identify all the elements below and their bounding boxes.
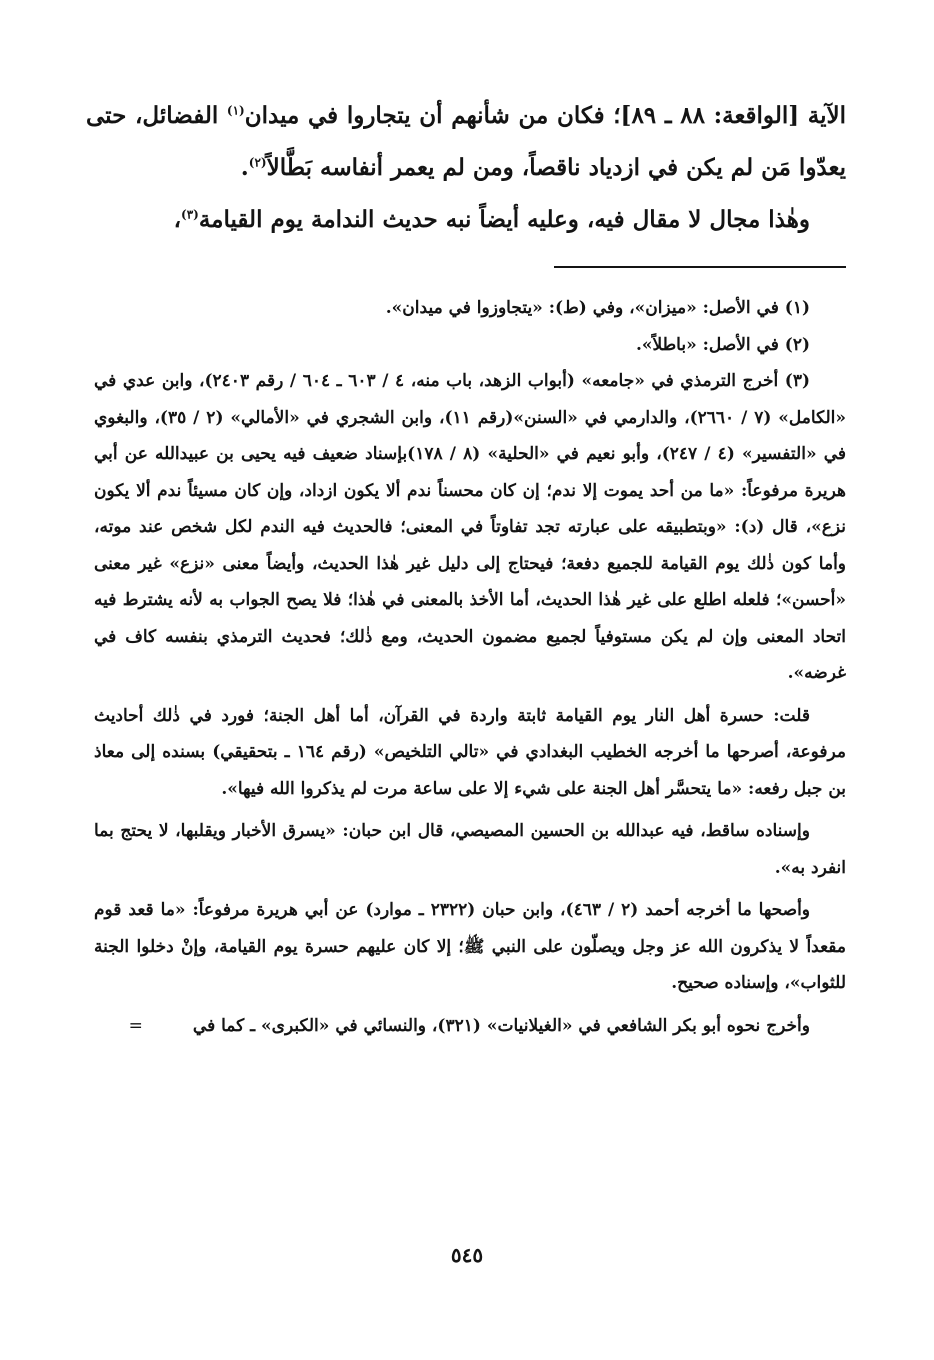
page-number: ٥٤٥: [450, 1243, 484, 1267]
footnote-3: (٣) أخرج الترمذي في «جامعه» (أبواب الزهد، باب منه، ٤ / ٦٠٣ ـ ٦٠٤ / رقم ٢٤٠٣)، وابن عدي في «الكامل» (٧ / ٢٦٦٠)، والدارمي في «السنن»(رقم ١١)، وابن الشجري في «الأمالي» (٢ / ٣٥)، والبغوي في «التفسير» (٤ / ٢٤٧)، وأبو نعيم في «الحلية» (٨ / ١٧٨)بإسناد ضعيف فيه يحيى بن عبيدالله عن أبي هريرة مرفوعاً: «ما من أحد يموت إلا ندم؛ إن كان محسناً ندم ألا يكون ازداد، وإن كان مسيئاً ندم ألا يكون نزع»، قال (د): «وبتطبيقه على عبارته تجد تفاوتاً في المعنى؛ فالحديث فيه الندم لكل شخص عند موته، وأما كون ذٰلك يوم القيامة للجميع دفعة؛ فيحتاج إلى دليل غير هٰذا الحديث، وأيضاً معنى «نزع» غير معنى «أحسن»؛ فلعله اطلع على غير هٰذا الحديث، أما الأخذ بالمعنى في هٰذا؛ فلا يصح الجواب به لأنه يشترط فيه اتحاد المعنى وإن لم يكن مستوفياً لجميع مضمون الحديث، ومع ذٰلك؛ فحديث الترمذي بنفسه كاف في غرضه».: [94, 371, 847, 683]
main-paragraph-1-part-2: الفضائل، حتى يعدّوا مَن لم يكن في ازدياد ناقصاً، ومن لم يعمر أنفاسه بَطَّالاً: [86, 102, 846, 181]
footnotes-section: [94, 290, 846, 1044]
footnote-divider: [554, 266, 846, 268]
main-text: [86, 90, 846, 246]
footnote-paragraph-qult: قلت: حسرة أهل النار يوم القيامة ثابتة واردة في القرآن، أما أهل الجنة؛ فورد في ذٰلك أحاديث مرفوعة، أصرحها ما أخرجه الخطيب البغدادي في «تالي التلخيص» (رقم ١٦٤ ـ بتحقيقي) بسنده إلى معاذ بن جبل رفعه: «ما يتحسَّر أهل الجنة على شيء إلا على ساعة مرت لم يذكروا الله فيها».: [94, 705, 846, 799]
footnote-paragraph-isnad: وإسناده ساقط، فيه عبدالله بن الحسين المصيصي، قال ابن حبان: «يسرق الأخبار ويقلبها، لا يحتج بما انفرد به».: [94, 821, 846, 878]
footnote-ref-2: (٢): [248, 155, 267, 170]
main-paragraph-1-end: .: [240, 154, 249, 181]
main-paragraph-1-part-1: الآية [الواقعة: ٨٨ ـ ٨٩]؛ فكان من شأنهم أن يتجاروا في ميدان: [244, 102, 847, 129]
footnote-paragraph-akhraj-text: وأخرج نحوه أبو بكر الشافعي في «الغيلانيات» (٣٢١)، والنسائي في «الكبرى» ـ كما في: [192, 1015, 810, 1036]
footnote-ref-1: (١): [226, 103, 245, 118]
footnote-paragraph-akhraj: [94, 1008, 846, 1045]
continued-marker: =: [128, 1015, 143, 1036]
main-paragraph-2: [86, 194, 846, 246]
footnote-2: (٢) في الأصل: «باطلاً».: [635, 334, 810, 355]
main-paragraph-1: [86, 90, 846, 194]
main-paragraph-2-text: وهٰذا مجال لا مقال فيه، وعليه أيضاً نبه حديث الندامة يوم القيامة: [198, 206, 810, 233]
footnote-paragraph-ashah: وأصحها ما أخرجه أحمد (٢ / ٤٦٣)، وابن حبان (٢٣٢٢ ـ موارد) عن أبي هريرة مرفوعاً: «ما قعد قوم مقعداً لا يذكرون الله عز وجل ويصلّون على النبي ﷺ؛ إلا كان عليهم حسرة يوم القيامة، وإنْ دخلوا الجنة للثواب»، وإسناده صحيح.: [94, 900, 846, 993]
footnote-1: (١) في الأصل: «ميزان»، وفي (ط): «يتجاوزوا في ميدان».: [385, 298, 810, 318]
main-paragraph-2-end: ،: [173, 206, 181, 233]
footnote-ref-3: (٣): [181, 207, 199, 222]
